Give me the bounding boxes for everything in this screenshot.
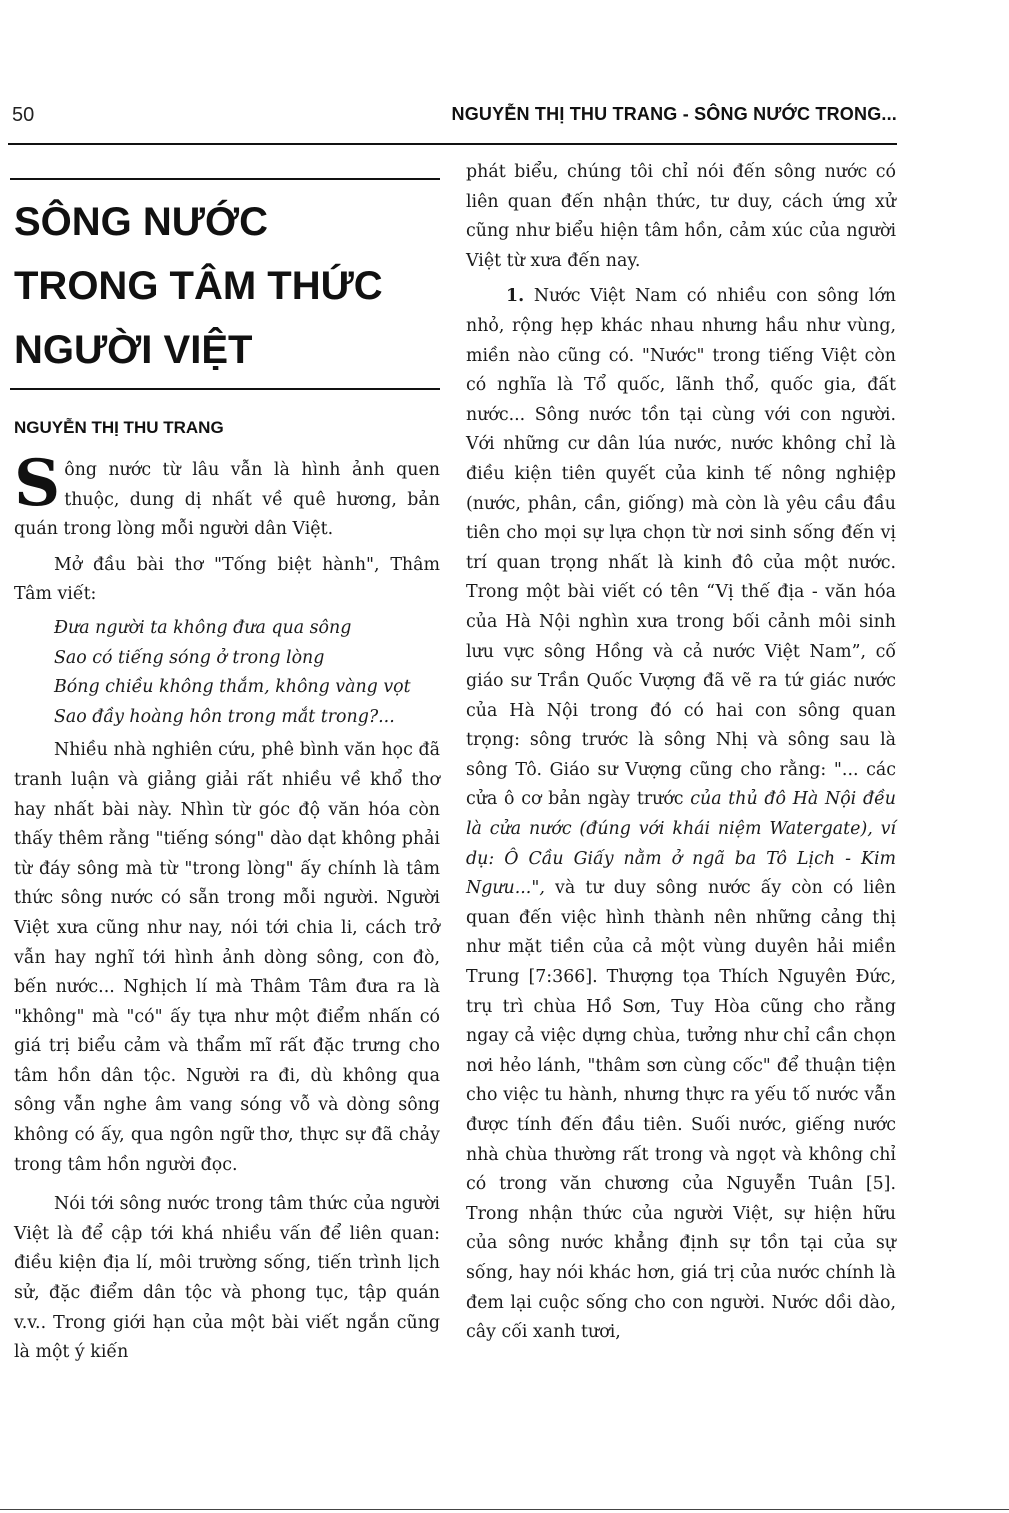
page-number: 50 bbox=[12, 104, 35, 126]
article-title bbox=[14, 190, 440, 382]
header-rule bbox=[8, 143, 897, 145]
title-line-3: NGƯỜI VIỆT bbox=[14, 328, 253, 372]
title-top-rule bbox=[10, 178, 440, 180]
left-column bbox=[14, 178, 440, 1368]
poem-line: Sao có tiếng sóng ở trong lòng bbox=[54, 647, 325, 668]
author-name: NGUYỄN THỊ THU TRANG bbox=[14, 418, 224, 437]
body-paragraph-2: Nhiều nhà nghiên cứu, phê bình văn học đã tranh luận và giảng giải rất nhiều về khổ thơ hay nhất bài này. Nhìn từ góc độ văn hóa còn thấy thêm rằng "tiếng sóng" dào dạt không phải từ đáy sông mà từ "trong lòng" ấy chính là tâm thức sông nước có sẵn trong mỗi người. Người Việt xưa cũng như nay, nói tới chia li, cách trở vẫn hay nghĩ tới hình ảnh dòng sông, con đò, bến nước... Nghịch lí mà Thâm Tâm đưa ra là "không" mà "có" ấy tựa như một điểm nhấn có giá trị biểu cảm và thẩm mĩ rất đặc trưng cho tâm hồn dân tộc. Người ra đi, dù không qua sông vẫn nghe âm vang sóng vỗ và dòng sông không có ấy, qua ngôn ngữ thơ, thực sự đã chảy trong tâm hồn người đọc. bbox=[14, 740, 440, 1175]
body-paragraph-4 bbox=[466, 282, 896, 1347]
dropcap-letter: S bbox=[14, 446, 61, 521]
right-column bbox=[466, 158, 896, 1348]
poem-block bbox=[54, 614, 440, 732]
poem-line: Bóng chiều không thắm, không vàng vọt bbox=[54, 677, 411, 698]
para4-text-b: và tư duy sông nước ấy còn có liên quan đến việc hình thành nên những cảng thị như mặt tiền của cả một vùng duyên hải miền Trung [7:366]. Thượng tọa Thích Nguyên Đức, trụ trì chùa Hồ Sơn, Tuy Hòa cũng cho rằng ngay cả việc dựng chùa, tưởng như chỉ cần chọn nơi hẻo lánh, "thâm sơn cùng cốc" để thuận tiện cho việc tu hành, nhưng thực ra yếu tố nước vẫn được tính đến đầu tiên. Suối nước, giếng nước nhà chùa thường rất trong và ngọt và không chỉ có trong văn chương của Nguyễn Tuân [5]. Trong nhận thức của người Việt, sự hiện hữu của sông nước khẳng định sự tồn tại của sự sống, hay nói khác hơn, giá trị của nước chính là đem lại cuộc sống cho con người. Nước dồi dào, cây cối xanh tươi, bbox=[466, 878, 896, 1343]
poem-line: Sao đầy hoàng hôn trong mắt trong?... bbox=[54, 706, 395, 727]
body-paragraph-3: Nói tới sông nước trong tâm thức của người Việt là để cập tới khá nhiều vấn để liên quan: điều kiện địa lí, môi trường sống, tiến trình lịch sử, đặc điểm dân tộc và phong tục, tập quán v.v.. Trong giới hạn của một bài viết ngắn cũng là một ý kiến bbox=[14, 1194, 440, 1363]
para4-quote: của thủ đô Hà Nội đều là cửa nước (đúng với khái niệm Watergate), ví dụ: Ô Cầu Giấy nằm ở ngã ba Tô Lịch - Kim Ngưu...", bbox=[466, 789, 897, 899]
title-bottom-rule bbox=[10, 388, 440, 390]
bottom-edge-rule bbox=[0, 1509, 1009, 1510]
title-line-2: TRONG TÂM THỨC bbox=[14, 264, 383, 308]
running-header: NGUYỄN THỊ THU TRANG - SÔNG NƯỚC TRONG... bbox=[451, 104, 897, 124]
intro-paragraph bbox=[14, 446, 440, 545]
poem-line: Đưa người ta không đưa qua sông bbox=[54, 617, 352, 638]
body-paragraph-3-continued: phát biểu, chúng tôi chỉ nói đến sông nước có liên quan đến nhận thức, tư duy, cách ứng xử cũng như biểu hiện tâm hồn, cảm xúc của người Việt từ xưa đến nay. bbox=[466, 162, 896, 271]
title-line-1: SÔNG NƯỚC bbox=[14, 200, 268, 244]
para4-text-a: Nước Việt Nam có nhiều con sông lớn nhỏ, rộng hẹp khác nhau nhưng hầu như vùng, miền nào cũng có. "Nước" trong tiếng Việt còn có nghĩa là Tổ quốc, lãnh thổ, quốc gia, đất nước... Sông nước tồn tại cùng với con người. Với những cư dân lúa nước, nước không chỉ là điều kiện tiên quyết của kinh tế nông nghiệp (nước, phân, cần, giống) mà còn là yêu cầu đầu tiên cho mọi sự lựa chọn từ nơi sinh sống đến vị trí quan trọng nhất là kinh đô của một nước. Trong một bài viết có tên “Vị thế địa - văn hóa của Hà Nội nghìn xưa trong bối cảnh môi sinh lưu vực sông Hồng và cả nước Việt Nam”, cố giáo sư Trần Quốc Vượng đã vẽ ra tứ giác nước của Hà Nội trong đó có hai con sông quan trọng: sông trước là sông Nhị và sông sau là sông Tô. Giáo sư Vượng cũng cho rằng: "... các cửa ô cơ bản ngày trước bbox=[466, 286, 896, 810]
section-number: 1. bbox=[506, 286, 525, 307]
intro-text: ông nước từ lâu vẫn là hình ảnh quen thuộc, dung dị nhất về quê hương, bản quán trong lòng mỗi người dân Việt. bbox=[14, 460, 440, 540]
lead-in-paragraph: Mở đầu bài thơ "Tống biệt hành", Thâm Tâm viết: bbox=[14, 554, 440, 605]
